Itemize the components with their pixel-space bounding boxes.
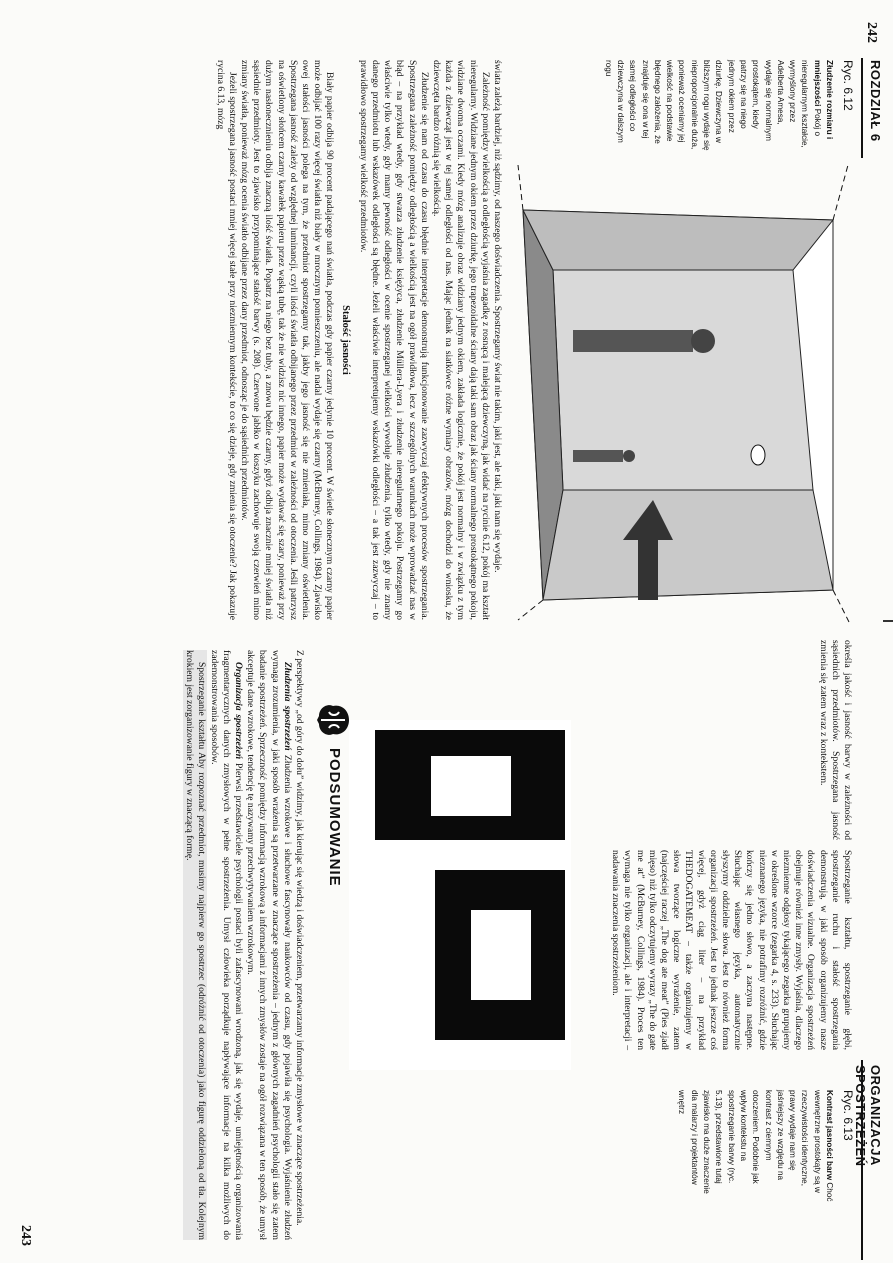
paragraph: określa jakość i jasność barwy w zależności od sąsiednich przedmiotów. Spostrzegana jasność zmienia się zatem wraz z kontekstem. (817, 640, 853, 840)
subheading: Stałość jasności (339, 305, 351, 375)
right-body-column-2 (609, 850, 853, 1050)
figure-label-6-12: Ryc. 6.12 (841, 60, 855, 111)
caption-text: Choć wewnętrzne prostokąty są w rzeczywistości identyczne, prawy wydaje nam się jaśniejszy ze względu na kontrast z ciemnym otoczeniem. Podobnie jak wpływ kontekstu na spostrzeganie barwy (ryc. 5.13), przedstawione tutaj zjawisko ma duże znaczenie dla malarzy i projektantów wnętrz (677, 1090, 834, 1202)
gutter-mark (883, 620, 893, 622)
paragraph: Złudzenie się nam od czasu do czasu błędnie interpretacje demonstrują funkcjonowanie zazwyczaj efektywnych procesów spostrzegania. Spostrzegana zależność pomiędzy odległością a wielkością jest na ogół prawidłowa, lecz w szczególnych warunkach może wprowadzać nas w błąd – na przykład wtedy, gdy stwarza złudzenie księżyca, złudzenie Müllera-Lyera i złudzenie nieregularnego pokoju. Postrzegamy go właściwie tylko wtedy, gdy mamy pewność odległości w ocenie spostrzeganej wielkości wywołuje złudzenia, tylko wtedy, gdy nie znamy danego przedmiotu lub wskazówek odległości są błędne. Jeżeli właściwie interpretujemy wskazówki odległości – a tak jest zazwyczaj – to prawidłowo spostrzegamy wielkość przedmiotów. (357, 60, 430, 620)
summary-intro: Z perspektywy „od góry do dołu” widzimy, jak kierując się wiedzą i doświadczeniem, przetwarzamy informacje zmysłowe w znaczące spostrzeżenia. (294, 650, 305, 1226)
girl-far-corner (573, 450, 623, 462)
paragraph: Biały papier odbija 90 procent padającego nań światła, podczas gdy papier czarny jedynie 10 procent. W świetle słonecznym czarny papier może odbijać 100 razy więcej światła niż biały w mrocznym pomieszczeniu, ale nadal wydaje się czarny (McBurney, Collings, 1984). Zjawisko owej stałości jasności polega na tym, że przedmiot spostrzegamy tak, jakby jego jasność się nie zmieniała, mimo zmiany oświetlenia. Spostrzegana jasność zależy od względnej luminancji, czyli ilości światła odbijanego przez przedmiot w zależności od otoczenia. Jeśli patrzysz na oświetlony słońcem czarny kawałek papieru przez wąską tubę, tak że nie widzisz nic innego, papier może wydawać się szary, ponieważ przy dużym nasłonecznieniu odbija znaczną ilość światła. Popatrz na niego bez tuby, a znowu będzie czarny, gdyż odbija znacznie mniej światła niż sąsiednie przedmioty. Jest to zjawisko przypominające stałość barwy (s. 208). Czerwone jabłko w koszyku zachowuje swoją czerwień mimo zmiany światła, ponieważ mózg ocenia światło odbijane przez dany przedmiot, odnosząc je do sąsiednich przedmiotów. (238, 60, 336, 620)
caption-title: Kontrast jasności barw (825, 1090, 834, 1181)
paragraph: Zależność pomiędzy wielkością a odległością wyjaśnia zagadkę z rosnącą i malejącą dziewczyną, jak widać na rycinie 6.12, pokój ma kształt nieregularny. Widziane jednym okiem przez dziurkę, jego trapezoidalne ściany dają taki sam obraz jak ściany normalnego prostokątnego pokoju, widziane dwoma oczami. Kiedy mózg analizuje obraz widziany jednym okiem, zakłada logicznie, że pokój jest normalny i w związku z tym każda z dziewcząt jest w tej samej odległości od nas. Mając jednak na siatkówce różne wymiary obrazów, mózg dochodzi do wniosku, że dziewczęta bardzo różnią się wielkością. (430, 60, 491, 620)
girl-near-corner (573, 330, 693, 352)
header-rule-left (861, 58, 863, 158)
figure-caption-6-12 (601, 60, 835, 152)
summary-text (183, 650, 305, 1240)
paragraph: świata zależą bardziej, niż sądzimy, od naszego doświadczenia. Spostrzegamy świat nie takim, jaki jest, ale taki, jaki nam się wydaje. (492, 60, 503, 573)
brightness-contrast-figure (349, 720, 571, 1070)
inner-rect-left (431, 756, 511, 816)
page-number-right: 243 (18, 1225, 33, 1246)
summary-paragraph: Złudzenia spostrzeżeń Złudzenia wzrokowe i słuchowe fascynowały naukowców od czasu, gdy pojawiła się psychologia. Wyjaśnienie złudzeń wymaga zrozumienia, w jaki sposób wrażenia są przetwarzane w znaczące spostrzeżenia – jednym z głównych zagadnień psychologii stało się zatem badanie spostrzeżeń. Sprzeczność pomiędzy informacją wzrokową a informacjami z innych zmysłów zostaje na ogół rozwiązana w ten sposób, że umysł akceptuje dane wzrokowe, tendencję tę nazywamy przechwytywaniem wzrokowym. (245, 650, 293, 1240)
summary-paragraph: Spostrzeganie kształtu Aby rozpoznać przedmiot, musimy najpierw go spostrzec (odróżnić od otoczenia) jako figurę oddzieloną od tła. Kolejnym krokiem jest zorganizowanie figury w znaczącą formę. (184, 650, 208, 1240)
summary-paragraph: Organizacja spostrzeżeń Pierwsi przedstawiciele psychologii postaci byli zafascynowani wrodzoną, jak się wydaje, umiejętnością organizowania fragmentarycznych danych zmysłowych w pełne spostrzeżenia. Umysł człowieka porządkuje napływające informacje na kilka możliwych do zademonstrowania sposobów. (208, 650, 244, 1240)
room-right-wall (543, 490, 833, 600)
eye-icon (751, 445, 765, 465)
page-number-left: 242 (864, 22, 879, 43)
room-left-wall (523, 210, 833, 270)
right-body-column (816, 640, 853, 840)
figure-label-6-13: Ryc. 6.13 (841, 1090, 855, 1141)
paragraph: Spostrzeganie kształtu, spostrzeganie głębi, spostrzeganie ruchu i stałość spostrzegania demonstrują, w jaki sposób organizujemy nasze doświadczenia wizualne. Organizacja spostrzeżeń obejmuje również inne zmysły. Wyjaśnia, dlaczego niezmienne odgłosy tykającego zegarka grupujemy w określone wzorce (zegarka 4, s. 233). Słuchając nieznanego języka, nie potrafimy rozróżnić, gdzie kończy się jedno słowo, a zaczyna następne. Słuchając własnego języka, automatycznie słyszymy oddzielne słowa. Jest to również forma organizacji spostrzeżeń. Jest to jednak jeszcze coś więcej, gdyż ciąg liter – na przykład THEDOGATEMEAT – także organizujemy w słowa tworzące logiczne wyrażenie, zatem (najczęściej raczej „The dog ate meat” (Pies zjadł mięso) niż tylko odczytujemy wyrazy „The do gate me at” (McBurney, Collings, 1984). Proces ten wymaga nie tylko organizacji, ale i interpretacji – nadawania znaczenia spostrzeżeniom. (610, 850, 853, 1050)
running-head-left: ROZDZIAŁ 6 (868, 60, 883, 142)
caption-title: Złudzenie rozmiaru i mniejszości (812, 60, 834, 140)
figure-caption-6-13 (675, 1090, 835, 1202)
summary-title: PODSUMOWANIE (326, 748, 343, 887)
summary-heading (313, 700, 353, 960)
caption-text: Pokój o nieregularnym kształcie, wymyślony przez Adelberta Amesa, wydaje się normalnym prostokątem, kiedy patrzy się na niego jednym okiem przez dziurkę. Dziewczyna w bliższym rogu wydaje się nieproporcjonalnie duża, ponieważ oceniamy jej wielkość na podstawie błędnego założenia, że znajduje się ona w tej samej odległości co dziewczyna w dalszym rogu (603, 60, 822, 151)
brain-icon (313, 700, 353, 740)
left-body-text (213, 60, 503, 620)
ames-room-illustration (513, 160, 853, 630)
inner-rect-right (471, 910, 531, 1000)
paragraph: Jeżeli spostrzegana jasność postaci mniej więcej stałe przy niezmiennym kontekście, to co się dzieje, gdy zmienia się otoczenie? Jak pokazuje rycina 6.13, mózg (214, 60, 238, 620)
running-head-right: ORGANIZACJA SPOSTRZEŻEŃ (853, 1065, 883, 1167)
